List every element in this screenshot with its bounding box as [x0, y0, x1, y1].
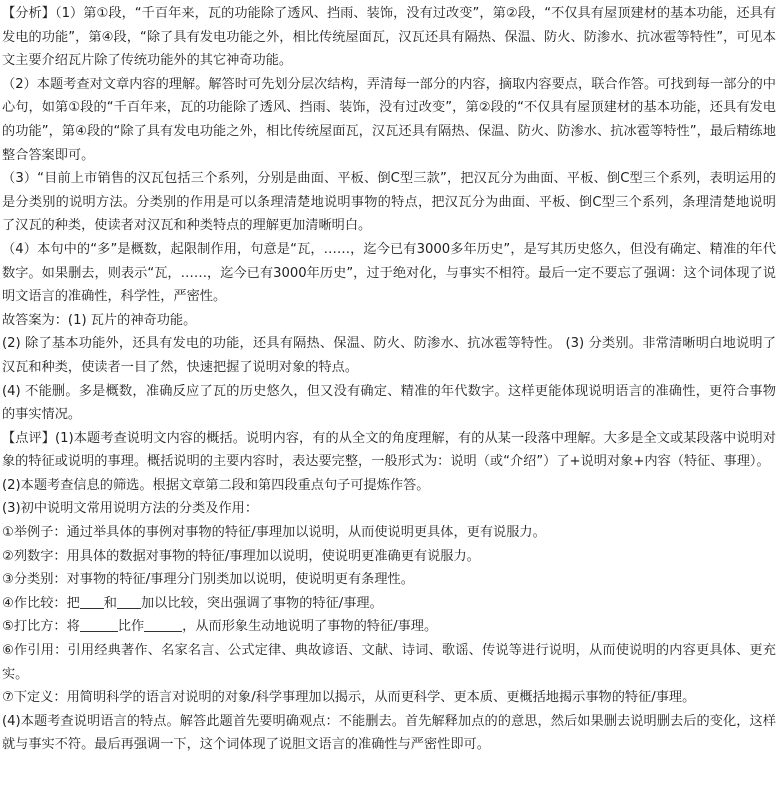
blank-underline [144, 617, 182, 632]
answer-2-3: (2) 除了基本功能外，还具有发电的功能，还具有隔热、保温、防火、防渗水、抗冰雹等特性。 (3) 分类别。非常清晰明白地说明了汉瓦和种类，使读者一目了然，快速把握了说明对象的特点。 [2, 336, 776, 375]
blank-underline [80, 617, 118, 632]
method-definition: ⑦下定义：用简明科学的语言对说明的对象/科学事理加以揭示，从而更科学、更本质、更概括地揭示事物的特征/事理。 [2, 690, 696, 706]
analysis-part-3: （3）“目前上市销售的汉瓦包括三个系列，分别是曲面、平板、倒C型三款”，把汉瓦分为曲面、平板、倒C型三个系列，表明运用的是分类别的说明方法。分类别的作用是可以条理清楚地说明事物的特点，把汉瓦分为曲面、平板、倒C型三个系列，条理清楚地说明了汉瓦的种类，使读者对汉瓦和种类特点的理解更加清晰明白。 [2, 171, 776, 234]
analysis-part-1: 【分析】（1）第①段，“千百年来，瓦的功能除了透风、挡雨、装饰，没有过改变”，第②段，“不仅具有屋顶建材的基本功能，还具有发电的功能”，第④段，“除了具有发电功能之外，相比传统屋面瓦，汉瓦还具有隔热、保温、防火、防渗水、抗冰雹等特性”，可见本文主要介绍瓦片除了传统功能外的其它神奇功能。 [2, 6, 776, 69]
blank-underline [117, 594, 141, 609]
method-numbers: ②列数字：用具体的数据对事物的特征/事理加以说明，使说明更准确更有说服力。 [2, 548, 480, 564]
analysis-part-4: （4）本句中的“多”是概数，起限制作用，句意是“瓦，……，迄今已有3000多年历史”，是写其历史悠久，但没有确定、精准的年代数字。如果删去，则表示“瓦，……，迄今已有3000年历史”，过于绝对化，与事实不相符。最后一定不要忘了强调：这个词体现了说明文语言的准确性，科学性，严密性。 [2, 241, 776, 305]
answer-4: (4) 不能删。多是概数，准确反应了瓦的历史悠久，但又没有确定、精准的年代数字。这样更能体现说明语言的准确性，更符合事物的事实情况。 [2, 383, 776, 423]
comment-part-4: (4)本题考查说明语言的特点。解答此题首先要明确观点：不能删去。首先解释加点的的意思，然后如果删去说明删去后的变化，这样就与事实不符。最后再强调一下，这个词体现了说胆文语言的准确性与严密性即可。 [2, 713, 776, 753]
method-classification: ③分类别：对事物的特征/事理分门别类加以说明，使说明更有条理性。 [2, 572, 414, 588]
method-examples: ①举例子：通过举具体的事例对事物的特征/事理加以说明，从而使说明更具体，更有说服力。 [2, 525, 546, 541]
comment-part-1: 【点评】(1)本题考查说明文内容的概括。说明内容，有的从全文的角度理解，有的从某一段落中理解。大多是全文或某段落中说明对象的特征或说明的事理。概括说明的主要内容时，表达要完整，一般形式为：说明（或“介绍”）了+说明对象+内容（特征、事理）。 [2, 430, 776, 470]
method-metaphor: ⑤打比方：将 比作 ，从而形象生动地说明了事物的特征/事理。 [2, 619, 438, 635]
comment-part-2: (2)本题考查信息的筛选。根据文章第二段和第四段重点句子可提炼作答。 [2, 477, 430, 493]
comment-part-3-heading: (3)初中说明文常用说明方法的分类及作用： [2, 501, 259, 517]
method-comparison: ④作比较：把 和 加以比较，突出强调了事物的特征/事理。 [2, 595, 383, 611]
blank-underline [80, 594, 104, 609]
analysis-part-2: （2）本题考查对文章内容的理解。解答时可先划分层次结构，弄清每一部分的内容，摘取内容要点，联合作答。可找到每一部分的中心句，如第①段的“千百年来，瓦的功能除了透风、挡雨、装饰，没有过改变”，第②段的“不仅具有屋顶建材的基本功能，还具有发电的功能”，第④段的“除了具有发电功能之外，相比传统屋面瓦，汉瓦还具有隔热、保温、防火、防渗水、抗冰雹等特性”，最后精练地整合答案即可。 [2, 76, 776, 163]
method-quotation: ⑥作引用：引用经典著作、名家名言、公式定律、典故谚语、文献、诗词、歌谣、传说等进行说明，从而使说明的内容更具体、更充实。 [2, 643, 776, 682]
answer-1: 故答案为：(1) 瓦片的神奇功能。 [2, 312, 197, 328]
